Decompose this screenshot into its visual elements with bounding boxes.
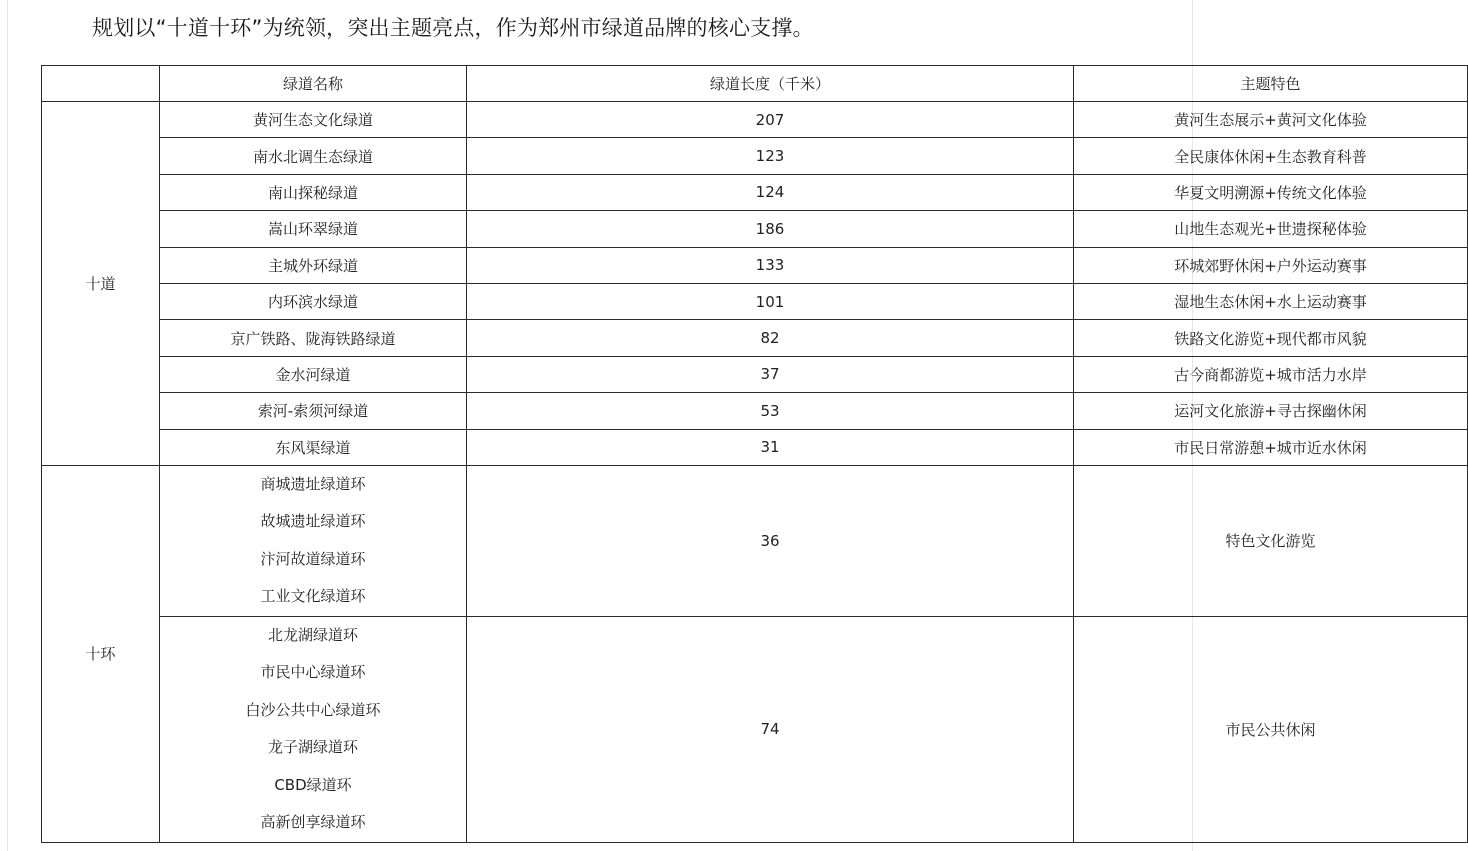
- header-blank: [42, 66, 160, 102]
- greenway-length: 53: [467, 393, 1074, 429]
- header-length: 绿道长度（千米）: [467, 66, 1074, 102]
- table-body: [42, 102, 1468, 843]
- table-row: [42, 174, 1468, 210]
- ring-name: 汴河故道绿道环: [260, 549, 366, 568]
- greenway-theme: 运河文化旅游+寻古探幽休闲: [1074, 393, 1468, 429]
- ring-name: CBD绿道环: [274, 775, 352, 794]
- ring-name: 高新创享绿道环: [260, 813, 366, 832]
- header-theme: 主题特色: [1074, 66, 1468, 102]
- table-row: [42, 211, 1468, 247]
- ring-theme: 市民公共休闲: [1074, 616, 1468, 842]
- greenway-theme: 环城郊野休闲+户外运动赛事: [1074, 247, 1468, 283]
- greenway-theme: 山地生态观光+世遗探秘体验: [1074, 211, 1468, 247]
- ring-name-list: [160, 465, 467, 616]
- greenway-theme: 湿地生态休闲+水上运动赛事: [1074, 283, 1468, 319]
- ring-name: 商城遗址绿道环: [260, 474, 366, 493]
- greenway-table: [41, 65, 1468, 843]
- greenway-name: 内环滨水绿道: [160, 283, 467, 319]
- greenway-name: 索河-索须河绿道: [160, 393, 467, 429]
- table-row: [42, 283, 1468, 319]
- greenway-length: 37: [467, 356, 1074, 392]
- table-row: [42, 247, 1468, 283]
- greenway-name: 京广铁路、陇海铁路绿道: [160, 320, 467, 356]
- ring-theme: 特色文化游览: [1074, 465, 1468, 616]
- ring-name: 工业文化绿道环: [260, 587, 366, 606]
- table-row: [42, 616, 1468, 842]
- intro-paragraph: 规划以“十道十环”为统领，突出主题亮点，作为郑州市绿道品牌的核心支撑。: [92, 16, 814, 40]
- greenway-length: 133: [467, 247, 1074, 283]
- greenway-name: 金水河绿道: [160, 356, 467, 392]
- greenway-theme: 古今商都游览+城市活力水岸: [1074, 356, 1468, 392]
- ring-name: 市民中心绿道环: [260, 663, 366, 682]
- ring-length: 36: [467, 465, 1074, 616]
- greenway-length: 123: [467, 138, 1074, 174]
- greenway-name: 东风渠绿道: [160, 429, 467, 465]
- table-row: [42, 393, 1468, 429]
- greenway-theme: 黄河生态展示+黄河文化体验: [1074, 102, 1468, 138]
- ring-length: 74: [467, 616, 1074, 842]
- group-label-dao: 十道: [42, 102, 160, 466]
- table-row: [42, 465, 1468, 616]
- greenway-length: 31: [467, 429, 1074, 465]
- greenway-theme: 华夏文明溯源+传统文化体验: [1074, 174, 1468, 210]
- ring-name: 故城遗址绿道环: [260, 512, 366, 531]
- table-row: [42, 320, 1468, 356]
- greenway-length: 101: [467, 283, 1074, 319]
- greenway-length: 82: [467, 320, 1074, 356]
- greenway-theme: 全民康体休闲+生态教育科普: [1074, 138, 1468, 174]
- table-row: [42, 102, 1468, 138]
- header-row: [42, 66, 1468, 102]
- greenway-name: 嵩山环翠绿道: [160, 211, 467, 247]
- greenway-name: 主城外环绿道: [160, 247, 467, 283]
- table-row: [42, 138, 1468, 174]
- header-name: 绿道名称: [160, 66, 467, 102]
- ring-name: 北龙湖绿道环: [267, 625, 358, 644]
- group-label-huan: 十环: [42, 465, 160, 842]
- table-row: [42, 356, 1468, 392]
- page-border-left: [7, 0, 8, 851]
- greenway-length: 186: [467, 211, 1074, 247]
- ring-name-list: [160, 616, 467, 842]
- greenway-length: 207: [467, 102, 1074, 138]
- greenway-length: 124: [467, 174, 1074, 210]
- greenway-name: 南水北调生态绿道: [160, 138, 467, 174]
- greenway-theme: 市民日常游憩+城市近水休闲: [1074, 429, 1468, 465]
- table-row: [42, 429, 1468, 465]
- table-header: [42, 66, 1468, 102]
- greenway-theme: 铁路文化游览+现代都市风貌: [1074, 320, 1468, 356]
- greenway-name: 黄河生态文化绿道: [160, 102, 467, 138]
- greenway-name: 南山探秘绿道: [160, 174, 467, 210]
- ring-name: 白沙公共中心绿道环: [245, 700, 381, 719]
- ring-name: 龙子湖绿道环: [267, 738, 358, 757]
